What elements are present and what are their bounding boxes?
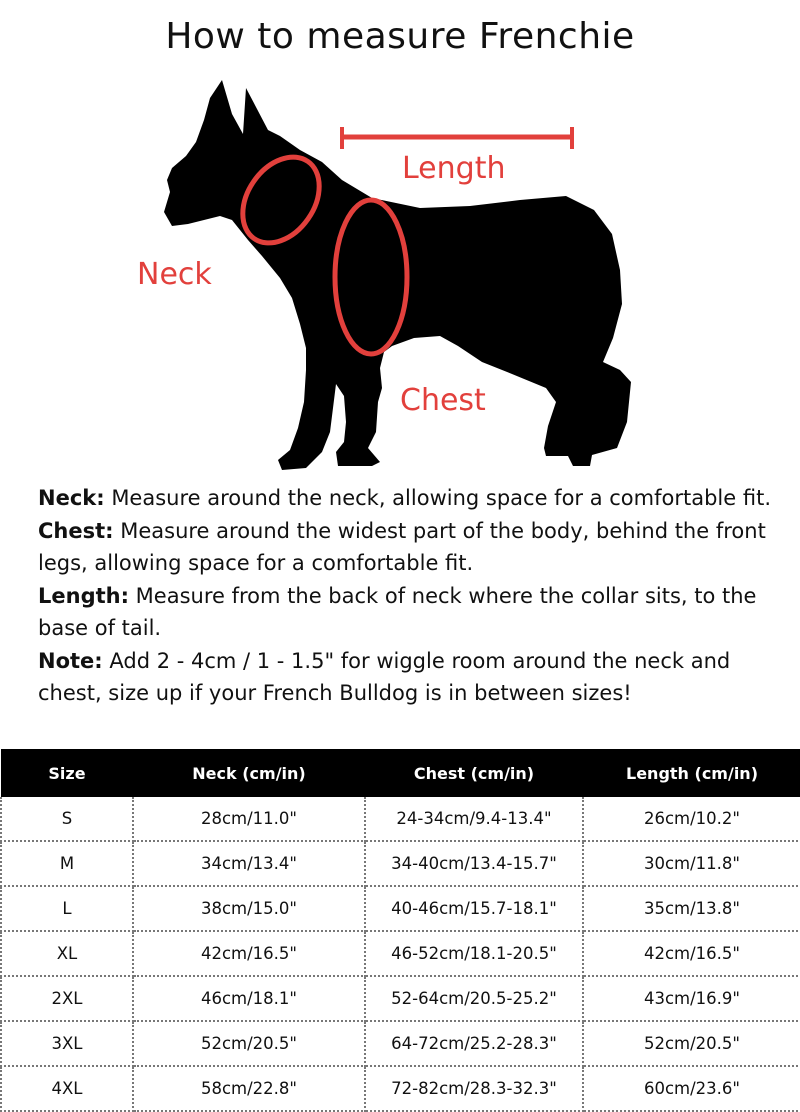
column-header-neck: Neck (cm/in) (133, 749, 365, 797)
neck-cell: 34cm/13.4" (133, 841, 365, 886)
length-label: Length (402, 151, 506, 186)
column-header-length: Length (cm/in) (583, 749, 800, 797)
neck-cell: 58cm/22.8" (133, 1066, 365, 1111)
instruction-text: Measure around the neck, allowing space for a comfortable fit. (104, 486, 771, 510)
chest-cell: 24-34cm/9.4-13.4" (365, 797, 583, 841)
table-row (1, 797, 800, 841)
table-row (1, 931, 800, 976)
page-title: How to measure Frenchie (165, 16, 635, 57)
neck-cell: 42cm/16.5" (133, 931, 365, 976)
length-bar (342, 127, 572, 149)
size-cell: L (1, 886, 133, 931)
chest-cell: 40-46cm/15.7-18.1" (365, 886, 583, 931)
size-cell: 2XL (1, 976, 133, 1021)
neck-cell: 46cm/18.1" (133, 976, 365, 1021)
neck-cell: 38cm/15.0" (133, 886, 365, 931)
neck-cell: 52cm/20.5" (133, 1021, 365, 1066)
chest-cell: 34-40cm/13.4-15.7" (365, 841, 583, 886)
size-cell: S (1, 797, 133, 841)
length-cell: 42cm/16.5" (583, 931, 800, 976)
table-header-row (1, 749, 800, 797)
chest-cell: 72-82cm/28.3-32.3" (365, 1066, 583, 1111)
instruction-chest (38, 515, 778, 580)
instruction-note (38, 645, 778, 710)
instruction-term: Neck: (38, 486, 105, 510)
instruction-text: Add 2 - 4cm / 1 - 1.5" for wiggle room around the neck and chest, size up if your French Bulldog is in between sizes! (38, 648, 731, 705)
length-cell: 43cm/16.9" (583, 976, 800, 1021)
length-cell: 30cm/11.8" (583, 841, 800, 886)
measurement-instructions (38, 482, 778, 710)
instruction-term: Note: (38, 648, 103, 673)
neck-cell: 28cm/11.0" (133, 797, 365, 841)
size-cell: XL (1, 931, 133, 976)
instruction-term: Length: (38, 583, 129, 608)
neck-label: Neck (137, 257, 212, 292)
instruction-neck (38, 482, 778, 515)
table-row (1, 886, 800, 931)
instruction-length (38, 580, 778, 645)
table-row (1, 1066, 800, 1111)
length-cell: 26cm/10.2" (583, 797, 800, 841)
chest-label: Chest (400, 383, 486, 418)
instruction-text: Measure from the back of neck where the collar sits, to the base of tail. (38, 583, 757, 640)
size-cell: 3XL (1, 1021, 133, 1066)
table-row (1, 1021, 800, 1066)
chest-cell: 64-72cm/25.2-28.3" (365, 1021, 583, 1066)
chest-cell: 52-64cm/20.5-25.2" (365, 976, 583, 1021)
size-chart-table (0, 749, 800, 1112)
length-cell: 60cm/23.6" (583, 1066, 800, 1111)
table-row (1, 841, 800, 886)
size-cell: M (1, 841, 133, 886)
french-bulldog-diagram (0, 70, 800, 480)
dog-measurement-illustration (0, 70, 800, 480)
column-header-size: Size (1, 749, 133, 797)
size-cell: 4XL (1, 1066, 133, 1111)
instruction-text: Measure around the widest part of the body, behind the front legs, allowing space for a comfortable fit. (38, 518, 766, 575)
length-cell: 52cm/20.5" (583, 1021, 800, 1066)
table-row (1, 976, 800, 1021)
length-cell: 35cm/13.8" (583, 886, 800, 931)
column-header-chest: Chest (cm/in) (365, 749, 583, 797)
instruction-term: Chest: (38, 518, 114, 543)
chest-cell: 46-52cm/18.1-20.5" (365, 931, 583, 976)
